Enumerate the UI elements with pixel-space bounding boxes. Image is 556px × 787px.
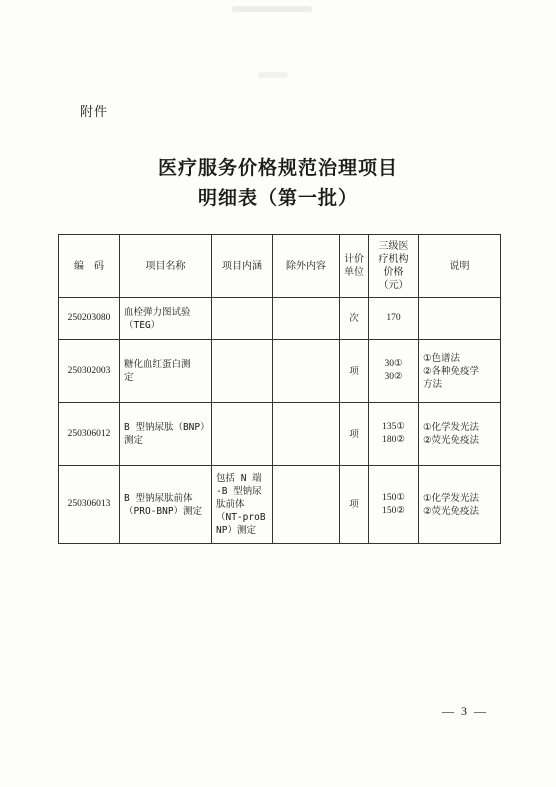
header-price-line: （元） <box>378 280 409 291</box>
header-code: 编 码 <box>59 235 120 298</box>
cell-note-line: ②各种免疫学 <box>423 365 480 377</box>
cell-note <box>419 298 501 340</box>
cell-unit: 项 <box>340 403 369 466</box>
cell-note-line: ②荧光免疫法 <box>423 435 480 446</box>
cell-unit: 项 <box>340 466 369 544</box>
cell-content-line: -B 型钠尿 <box>216 486 262 497</box>
pricing-table <box>58 234 501 544</box>
cell-excluded <box>273 298 340 340</box>
cell-price <box>369 403 419 466</box>
header-content: 项目内涵 <box>212 235 273 298</box>
cell-price <box>369 466 419 544</box>
cell-content-line: 肽前体 <box>216 499 245 510</box>
cell-name <box>120 298 212 340</box>
cell-content <box>212 403 273 466</box>
cell-content <box>212 466 273 544</box>
cell-name <box>120 340 212 403</box>
cell-content-line: （NT-proB <box>216 512 266 523</box>
cell-name <box>120 466 212 544</box>
cell-price-line: 30① <box>384 359 403 369</box>
cell-price <box>369 298 419 340</box>
cell-name-line: 定 <box>124 372 134 383</box>
cell-code: 250306013 <box>59 466 120 544</box>
cell-name <box>120 403 212 466</box>
cell-note-line: ①色谱法 <box>423 352 461 364</box>
cell-price-line: 180② <box>382 435 405 445</box>
cell-price-line: 150② <box>382 505 405 516</box>
cell-code: 250306012 <box>59 403 120 466</box>
header-unit-line: 单位 <box>344 267 364 278</box>
cell-code: 250203080 <box>59 298 120 340</box>
cell-name-line: B 型钠尿肽（BNP） <box>124 422 210 433</box>
cell-price-line: 170 <box>386 313 401 323</box>
cell-note-line: 方法 <box>423 378 443 390</box>
cell-note <box>419 403 501 466</box>
cell-price-line: 135① <box>382 422 405 432</box>
scan-mark <box>232 6 312 12</box>
cell-content-line: NP）测定 <box>216 525 256 536</box>
header-note: 说明 <box>419 235 501 298</box>
cell-name-line: 测定 <box>124 435 144 446</box>
header-price <box>369 235 419 298</box>
cell-note-line: ②荧光免疫法 <box>423 505 480 517</box>
table-row <box>59 466 501 544</box>
cell-content <box>212 340 273 403</box>
header-unit <box>340 235 369 298</box>
cell-note-line: ①化学发光法 <box>423 422 480 433</box>
cell-excluded <box>273 466 340 544</box>
cell-content <box>212 298 273 340</box>
table-header-row <box>59 235 501 298</box>
document-subtitle: 明细表（第一批） <box>197 187 358 209</box>
attachment-label: 附件 <box>80 105 109 120</box>
table-row <box>59 403 501 466</box>
header-price-line: 疗机构 <box>378 254 409 265</box>
cell-note <box>419 340 501 403</box>
page-number: — 3 — <box>442 704 488 718</box>
cell-unit: 次 <box>340 298 369 340</box>
cell-name-line: （TEG） <box>124 319 161 331</box>
header-excluded: 除外内容 <box>273 235 340 298</box>
cell-name-line: B 型钠尿肽前体 <box>124 492 193 504</box>
cell-excluded <box>273 403 340 466</box>
cell-code: 250302003 <box>59 340 120 403</box>
cell-excluded <box>273 340 340 403</box>
table-row <box>59 298 501 340</box>
cell-price <box>369 340 419 403</box>
cell-content-line: 包括 N 端 <box>216 473 262 484</box>
cell-note-line: ①化学发光法 <box>423 492 480 504</box>
cell-price-line: 150① <box>382 492 405 503</box>
cell-price-line: 30② <box>384 372 403 382</box>
cell-name-line: 血栓弹力图试验 <box>124 306 191 318</box>
cell-name-line: （PRO-BNP）测定 <box>124 505 203 517</box>
header-price-line: 三级医 <box>378 241 409 252</box>
document-title: 医疗服务价格规范治理项目 <box>157 157 398 179</box>
cell-name-line: 糖化血红蛋白测 <box>124 359 191 370</box>
table-row <box>59 340 501 403</box>
header-price-line: 价格 <box>383 267 404 278</box>
header-unit-line: 计价 <box>344 254 364 265</box>
cell-unit: 项 <box>340 340 369 403</box>
cell-note <box>419 466 501 544</box>
scan-mark <box>258 72 288 78</box>
header-name: 项目名称 <box>120 235 212 298</box>
